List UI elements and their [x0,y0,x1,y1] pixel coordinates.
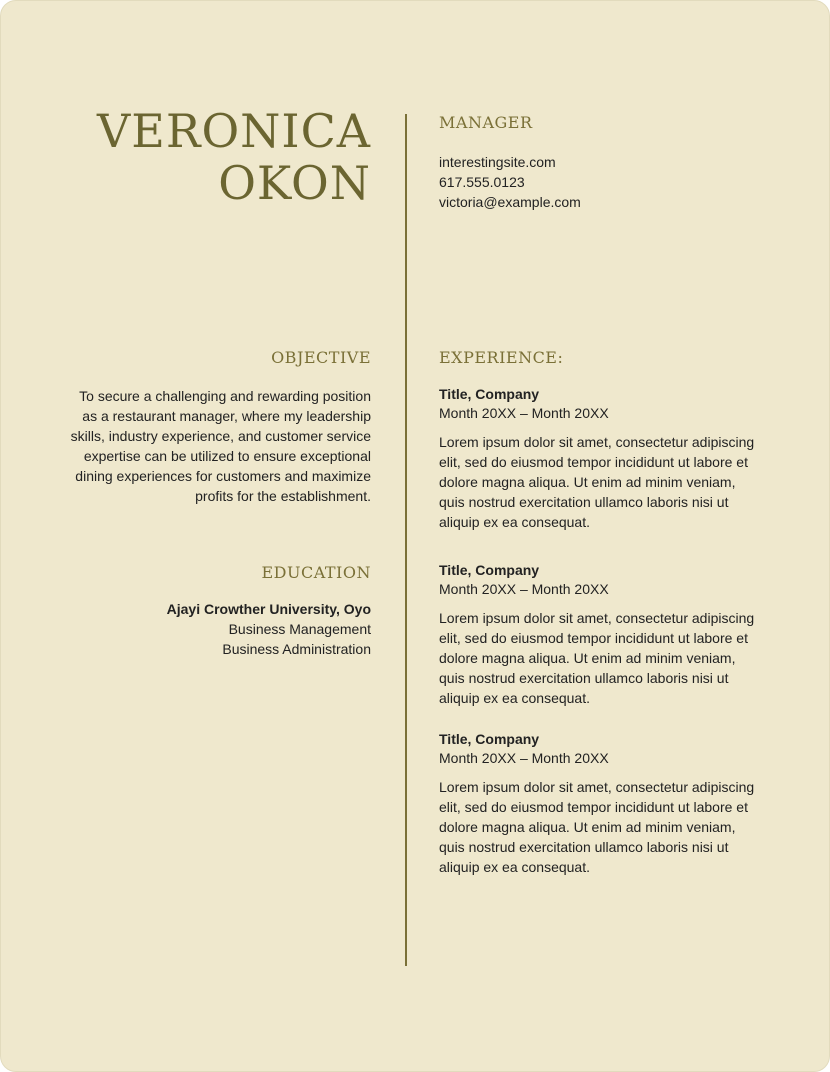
education-line: Business Administration [222,641,371,657]
education-line: Business Management [228,621,371,637]
education-school: Ajayi Crowther University, Oyo [166,601,371,617]
role-heading: MANAGER [439,113,533,132]
candidate-name [41,105,371,209]
objective-text: To secure a challenging and rewarding position as a restaurant manager, where my leadership skills, industry experience, and customer service expertise can be utilized to ensure exceptional dining experiences for customers and maximize profits for the establishment. [70,388,371,504]
job-dates: Month 20XX – Month 20XX [439,405,609,421]
education-heading: EDUCATION [261,563,371,582]
experience-item [439,730,759,877]
contact-email[interactable]: victoria@example.com [439,194,581,210]
experience-item [439,385,759,532]
job-description: Lorem ipsum dolor sit amet, consectetur adipiscing elit, sed do eiusmod tempor incididunt ut labore et dolore magna aliqua. Ut enim ad minim veniam, quis nostrud exercitation ullamco laboris nisi ut aliquip ex ea consequat. [439,779,755,875]
job-title: Title, Company [439,386,540,402]
objective-section [61,348,371,506]
education-section [61,563,371,659]
job-title: Title, Company [439,731,540,747]
vertical-divider [405,114,407,966]
contact-website[interactable]: interestingsite.com [439,154,556,170]
header-contact-block [439,113,779,212]
experience-heading: EXPERIENCE: [439,348,564,367]
last-name: OKON [218,156,371,210]
job-title: Title, Company [439,562,540,578]
education-details [61,599,371,659]
contact-phone[interactable]: 617.555.0123 [439,174,525,190]
job-dates: Month 20XX – Month 20XX [439,581,609,597]
objective-heading: OBJECTIVE [271,348,371,367]
first-name: VERONICA [97,104,371,158]
experience-section [439,348,759,877]
job-dates: Month 20XX – Month 20XX [439,750,609,766]
experience-item [439,561,759,708]
job-description: Lorem ipsum dolor sit amet, consectetur adipiscing elit, sed do eiusmod tempor incididunt ut labore et dolore magna aliqua. Ut enim ad minim veniam, quis nostrud exercitation ullamco laboris nisi ut aliquip ex ea consequat. [439,434,755,530]
job-description: Lorem ipsum dolor sit amet, consectetur adipiscing elit, sed do eiusmod tempor incididunt ut labore et dolore magna aliqua. Ut enim ad minim veniam, quis nostrud exercitation ullamco laboris nisi ut aliquip ex ea consequat. [439,610,755,706]
contact-info [439,152,779,212]
